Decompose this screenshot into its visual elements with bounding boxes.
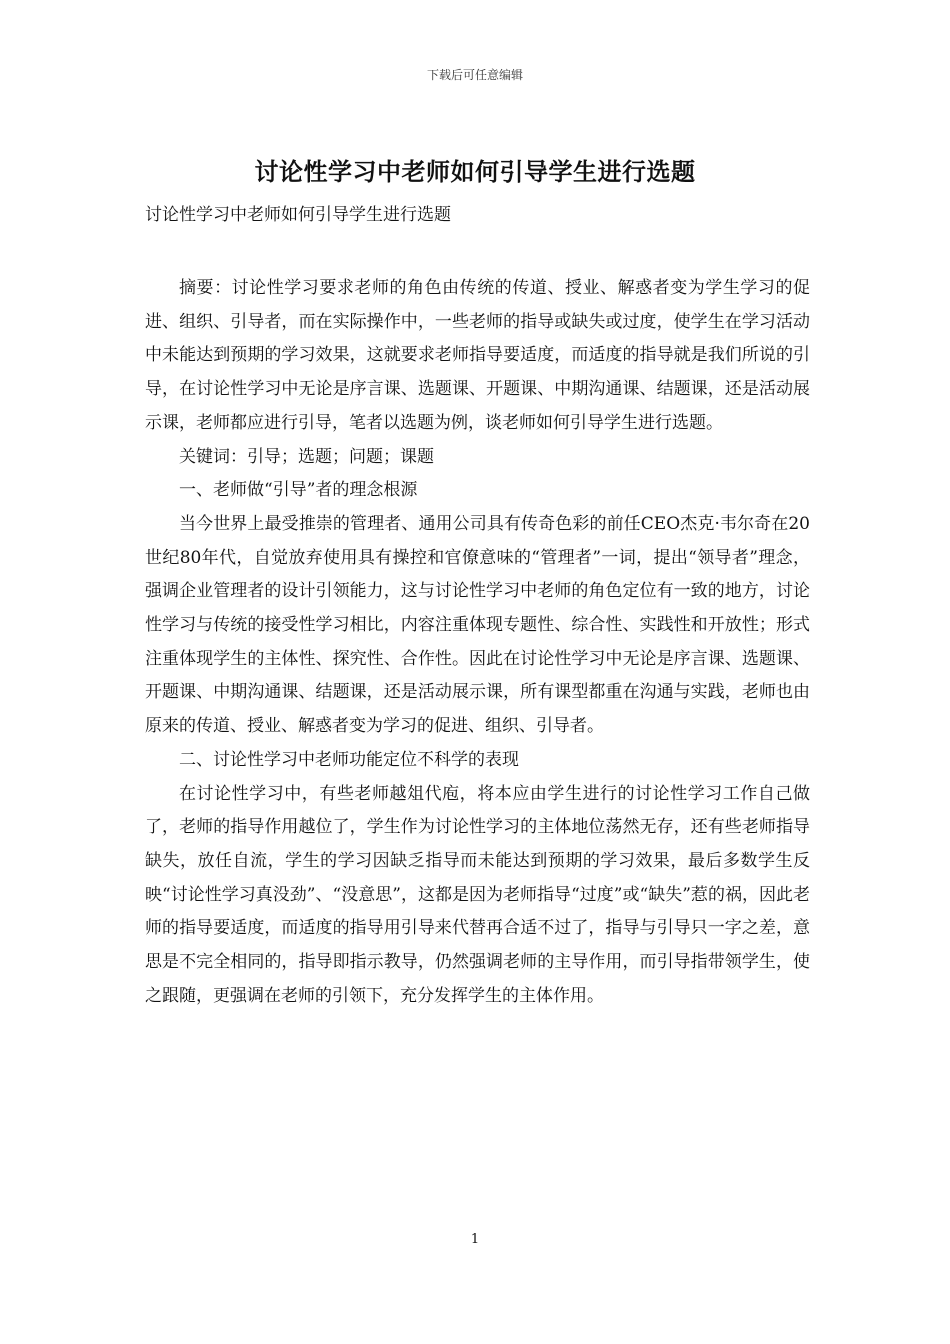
keywords-paragraph: 关键词：引导；选题；问题；课题 xyxy=(179,446,434,467)
document-title: 讨论性学习中老师如何引导学生进行选题 xyxy=(254,157,696,186)
document-body xyxy=(145,272,810,1013)
section-heading-2: 二、讨论性学习中老师功能定位不科学的表现 xyxy=(179,749,519,770)
page-header-note: 下载后可任意编辑 xyxy=(426,68,523,82)
abstract-paragraph: 摘要：讨论性学习要求老师的角色由传统的传道、授业、解惑者变为学生学习的促进、组织、引导者，而在实际操作中，一些老师的指导或缺失或过度，使学生在学习活动中未能达到预期的学习效果，这就要求老师指导要适度，而适度的指导就是我们所说的引导，在讨论性学习中无论是序言课、选题课、开题课、中期沟通课、结题课，还是活动展示课，老师都应进行引导，笔者以选题为例，谈老师如何引导学生进行选题。 xyxy=(145,278,810,433)
page-number: 1 xyxy=(470,1232,480,1247)
body-paragraph: 在讨论性学习中，有些老师越俎代庖，将本应由学生进行的讨论性学习工作自己做了，老师的指导作用越位了，学生作为讨论性学习的主体地位荡然无存，还有些老师指导缺失，放任自流，学生的学习因缺乏指导而未能达到预期的学习效果，最后多数学生反映“讨论性学习真没劲”、“没意思”，这都是因为老师指导“过度”或“缺失”惹的祸，因此老师的指导要适度，而适度的指导用引导来代替再合适不过了，指导与引导只一字之差，意思是不完全相同的，指导即指示教导，仍然强调老师的主导作用，而引导指带领学生，使之跟随，更强调在老师的引领下，充分发挥学生的主体作用。 xyxy=(145,783,810,1006)
document-subtitle: 讨论性学习中老师如何引导学生进行选题 xyxy=(145,205,451,225)
section-heading-1: 一、老师做“引导”者的理念根源 xyxy=(179,480,418,501)
body-paragraph: 当今世界上最受推崇的管理者、通用公司具有传奇色彩的前任CEO杰克·韦尔奇在20世纪80年代，自觉放弃使用具有操控和官僚意味的“管理者”一词，提出“领导者”理念，强调企业管理者的设计引领能力，这与讨论性学习中老师的角色定位有一致的地方，讨论性学习与传统的接受性学习相比，内容注重体现专题性、综合性、实践性和开放性；形式注重体现学生的主体性、探究性、合作性。因此在讨论性学习中无论是序言课、选题课、开题课、中期沟通课、结题课，还是活动展示课，所有课型都重在沟通与实践，老师也由原来的传道、授业、解惑者变为学习的促进、组织、引导者。 xyxy=(145,513,810,737)
